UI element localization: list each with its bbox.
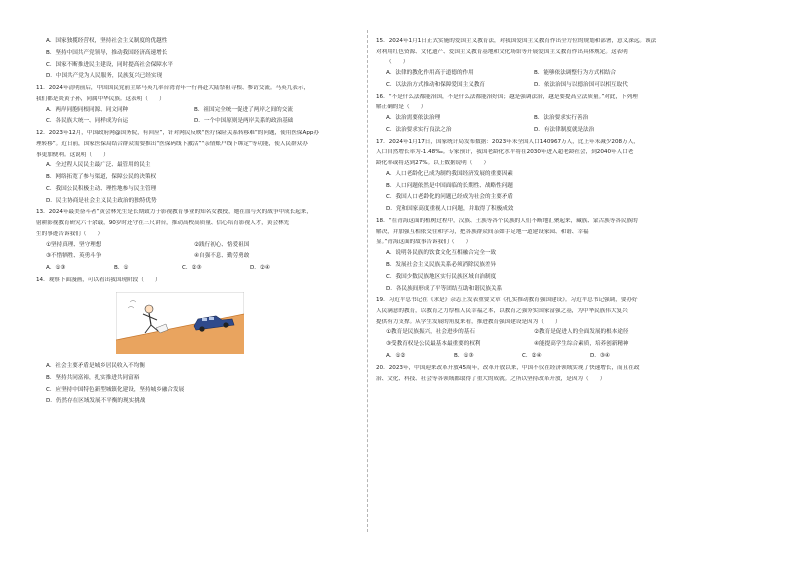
statement-row xyxy=(386,329,712,336)
statement-row xyxy=(386,341,712,348)
option-a: A．社会主要矛盾是城乡居民收入不均衡 xyxy=(46,363,145,370)
statement-2: ②教育是促进人的全面发展的根本途径 xyxy=(534,329,629,336)
question-stem: 解正确的是（ ） xyxy=(376,104,427,111)
option-row xyxy=(386,82,712,89)
question-14 xyxy=(36,277,361,406)
question-stem: 治、文化、科技、社会等各领域都取得了重大的成就。之所以坚持改革开放，是因为（ ） xyxy=(376,375,606,382)
option-c: C．各民族大统一、同样成为台运 xyxy=(46,118,129,125)
left-column xyxy=(36,38,361,410)
question-stem: 生的事迹告诉我们（ ） xyxy=(36,230,104,237)
question-stem: 提供有力支撑。从学生发展的角度来看，推进教育强国建设是因为（ ） xyxy=(376,318,561,325)
question-stem: 14．观察下面漫画，可以看出我国现阶段（ ） xyxy=(36,276,161,283)
option-d: D．中国共产党为人民服务，民族复兴已经实现 xyxy=(46,73,163,80)
question-16 xyxy=(376,94,712,135)
option-c: C．②③ xyxy=(182,265,202,272)
option-d: D．③④ xyxy=(590,353,610,359)
question-20 xyxy=(376,365,712,383)
question-stem: 事更加便利。这说明（ ） xyxy=(36,151,109,158)
option-row xyxy=(386,127,712,134)
statement-3: ③受教育权是公民最基本最重要的权利 xyxy=(386,341,481,348)
right-column xyxy=(376,38,712,386)
option-row xyxy=(46,107,361,114)
statement-row xyxy=(46,253,361,260)
option-a: A．人口老龄化已成为制约我国经济发展的重要因素 xyxy=(386,170,513,177)
question-stem: 显。”青海这面的故事告诉我们（ ） xyxy=(376,239,472,246)
question-stem: 19．习近平总书记在《求是》杂志上发表重要文章《扎实推动教育强国建设》。习近平总书记强调，要办好 xyxy=(376,297,638,304)
option-a: A．全过程人民民主最广泛、最管用的民主 xyxy=(46,162,151,169)
question-13 xyxy=(36,209,361,272)
statement-2: ②践行初心、恪爱祖国 xyxy=(194,241,250,248)
question-19 xyxy=(376,297,712,360)
option-d: D．各民族间形成了平等团结互助和谐民族关系 xyxy=(386,285,503,292)
question-12 xyxy=(36,130,361,205)
option-b: B．发展社会主义民族关系必须消除民族差异 xyxy=(386,261,497,268)
option-row xyxy=(46,118,361,125)
question-stem: 龄化率或将达到27%。以上数据说明（ ） xyxy=(376,160,490,167)
option-d: D．一个中国原则是两岸关系的政治基础 xyxy=(194,118,294,125)
option-a: A．①② xyxy=(386,353,406,359)
option-a: A．①③ xyxy=(46,265,66,272)
option-a: A．两岸同胞同根同源、同文同种 xyxy=(46,106,129,113)
option-row xyxy=(386,70,712,77)
option-b: B．能够依法调整行为方式相结合 xyxy=(534,70,617,77)
statement-4: ④能提高学生综合素质，培养创新精神 xyxy=(534,341,629,348)
question-stem: 18．“在青海这面的植树过程中，汉族、土族等各个民族的人们不断地汇聚起来，藏族、蒙古族等各民族的 xyxy=(376,218,638,224)
question-stem: 11．2024年清明前后，中国国民党前主席马英九率台湾青年一行再赴大陆祭祖寻根、参访交流。马英九表示， xyxy=(36,85,310,92)
option-row xyxy=(386,115,712,122)
question-stem: 16．“不是什么法都能治国，不是什么法都能治好国；越是强调法治，越是要提高立法质量。”对此，下列理 xyxy=(376,93,638,100)
question-stem: 我们都是炎黄子孙，同属中华民族。这表明（ ） xyxy=(36,95,165,102)
option-b: B．人口问题依然是中国面临的长期性、战略性问题 xyxy=(386,182,513,189)
question-stem: 对利用红色资源、文化遗产、爱国主义教育基地和文化场馆等开展爱国主义教育作出具体规定。这表明 xyxy=(376,48,628,55)
question-stem: 人口自然增长率为-1.48‰。专家预计，我国老龄化水平将在2030年进入超老龄社会，到2040年人口老 xyxy=(376,149,634,156)
question-stem: 13．2024年最美奋斗者”黄会林先生是长期致力于影视教育事业的知名女教授，她在血与火的战争中成长起来， xyxy=(36,209,312,216)
question-stem: 17．2024年1月17日，国家统计局发布数据：2023年末全国人口140967万人，比上年末减少208万人， xyxy=(376,138,639,145)
option-d: D．党和国家高度重视人口问题，并取得了积极成效 xyxy=(386,206,514,213)
option-a: A．法律的教化作用高于道德的作用 xyxy=(386,70,474,77)
option-c: C．应坚持中国特色新型城镇化建设，坚持城乡融合发展 xyxy=(46,386,185,393)
option-c: C．我国公民积极主动、理性地参与民主管理 xyxy=(46,185,157,192)
option-b: B．祖国完全统一促进了两岸之间的交流 xyxy=(194,106,293,113)
question-stem: 解决，并加强互相依交往和学习，把各族群众间亲如手足地一道建设家园、和谐、幸福 xyxy=(376,228,589,235)
option-b: B．坚持共同富裕，扎实推进共同富裕 xyxy=(46,374,140,381)
cartoon-image xyxy=(116,292,244,354)
question-18 xyxy=(376,218,712,293)
option-b: B．①③ xyxy=(454,353,474,359)
statement-1: ①坚持真理、坚守理想 xyxy=(46,241,102,248)
question-stem: （ ） xyxy=(386,59,409,66)
option-d: D．依法治国与以德治国可以相互取代 xyxy=(534,81,628,88)
statement-3: ③不惜牺牲、英勇斗争 xyxy=(46,253,102,260)
statement-row xyxy=(46,242,361,249)
column-divider xyxy=(367,30,368,532)
option-b: B．法治要求实行善治 xyxy=(534,115,589,122)
option-d: D．仍然存在区域发展不平衡的现实挑战 xyxy=(46,398,146,405)
option-row xyxy=(46,265,361,272)
option-c: C．以法治方式推动和保障爱国主义教育 xyxy=(386,81,486,88)
option-d: D．有法律制度就是法治 xyxy=(534,126,595,133)
option-c: C．我国少数民族地区实行民族区域自治制度 xyxy=(386,273,497,280)
question-10-tail xyxy=(36,38,361,81)
option-c: C．②④ xyxy=(522,353,542,359)
statement-1: ①教育是民族振兴，社会进步的基石 xyxy=(386,329,475,336)
option-row xyxy=(386,353,712,360)
option-a: A．说明各民族的饮食文化互相融合完全一致 xyxy=(386,250,497,257)
question-stem: 15．2024年1月1日正式实施的爱国主义教育法，对我国爱国主义教育作出全方位的规划和部署，意义深远。该法 xyxy=(376,38,657,44)
option-d: D．②④ xyxy=(250,265,270,272)
option-d: D．民主协商是社会主义民主政治的独特优势 xyxy=(46,197,157,204)
question-15 xyxy=(376,38,712,89)
option-a: A．国家独揽经营权，坚持社会主义制度的优越性 xyxy=(46,38,168,44)
question-stem: 人民满意的教育，以教育之力厚植人民幸福之本，以教育之强夯实国家富强之基，为中华民族伟大复兴 xyxy=(376,308,628,314)
option-c: C．国家不断推进民主建设，同时提高社会保障水平 xyxy=(46,61,173,68)
option-b: B．坚持中国共产党领导，推动我国经济高速增长 xyxy=(46,49,168,56)
question-stem: 20．2023年，中国迎来改革开放45周年，改革开放以来，中国不仅在经济领域实现了快速增长，而且在政 xyxy=(376,364,640,371)
question-11 xyxy=(36,85,361,126)
option-c: C．法治要求实行良法之治 xyxy=(386,126,452,133)
option-b: B．网络拓宽了参与渠道，保障公民的决策权 xyxy=(46,174,157,181)
question-stem: 理转移”。近日前，国家医保局结合群众需要推出“医保码线下激活”“亲情账户线下绑定”等功能，使人民群众办 xyxy=(36,140,308,147)
question-17 xyxy=(376,139,712,214)
option-a: A．法治需要依法治理 xyxy=(386,115,441,122)
question-stem: 射耕影视教育研究六十余载，90岁时还守在三尺讲台，推动高校高质量、信心培育影视人才，黄会林先 xyxy=(36,220,290,227)
option-b: B．① xyxy=(114,265,129,272)
option-c: C．我国人口老龄化的问题已经成为社会的主要矛盾 xyxy=(386,194,513,201)
statement-4: ④自强不息、勤劳勇敢 xyxy=(194,253,250,260)
question-stem: 12．2023年12月，中国政府网@国务院，有回应”，针对网民反映“医疗保险关系转移难”的问题，使用医保App办 xyxy=(36,130,320,137)
